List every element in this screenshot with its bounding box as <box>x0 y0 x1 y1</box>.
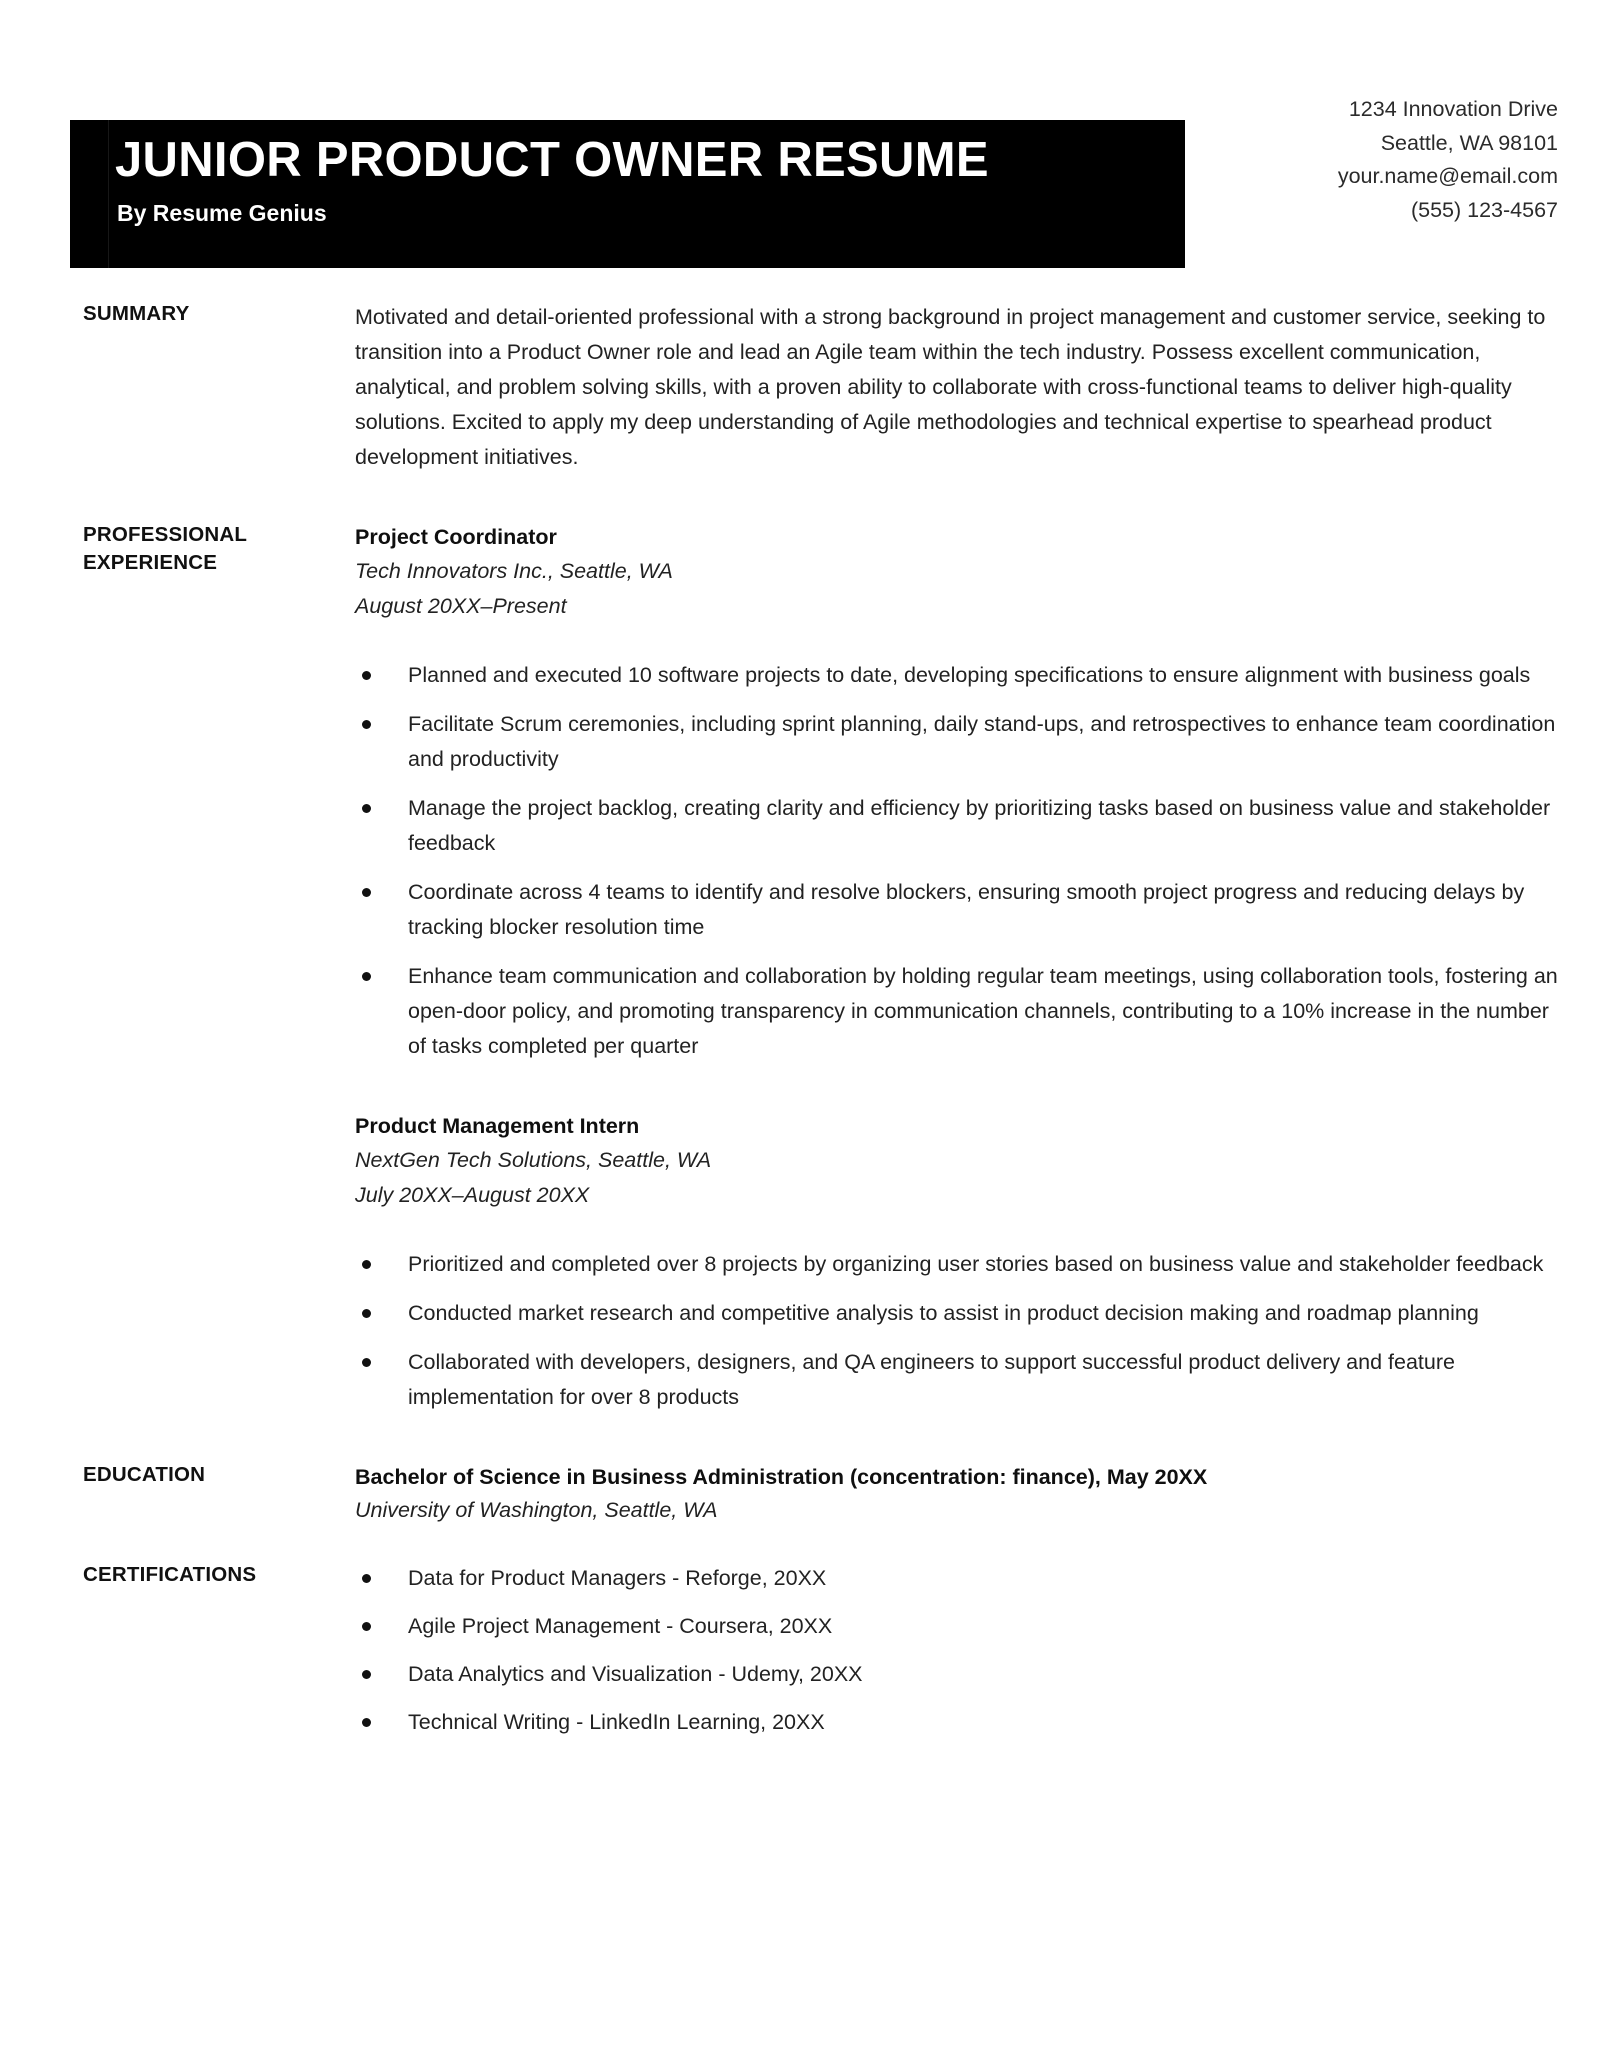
resume-body <box>0 300 1600 1753</box>
bullet-text: Conducted market research and competitive analysis to assist in product decision making and roadmap planning <box>408 1301 1479 1325</box>
list-item <box>355 959 1558 1064</box>
contact-address: 1234 Innovation Drive <box>1348 97 1558 121</box>
job-title: Project Coordinator <box>355 525 557 549</box>
bullet-text: Planned and executed 10 software projects to date, developing specifications to ensure alignment with business goals <box>408 663 1531 687</box>
certification-text: Data Analytics and Visualization - Udemy, 20XX <box>408 1662 863 1686</box>
section-certifications <box>0 1561 1600 1740</box>
list-item <box>355 1561 1558 1596</box>
bullet-dot-icon <box>362 720 371 729</box>
list-item <box>355 791 1558 861</box>
job-title: Product Management Intern <box>355 1114 640 1138</box>
bullet-text: Collaborated with developers, designers, and QA engineers to support successful product delivery and feature implementation for over 8 products <box>408 1350 1455 1409</box>
bullet-text: Coordinate across 4 teams to identify and resolve blockers, ensuring smooth project progress and reducing delays by tracking blocker resolution time <box>408 880 1525 939</box>
section-summary <box>0 300 1600 475</box>
section-label-summary: SUMMARY <box>83 302 190 325</box>
certifications-body <box>355 1561 1558 1740</box>
list-item <box>355 875 1558 945</box>
spacer <box>0 1415 1600 1461</box>
bullet-text: Enhance team communication and collaboration by holding regular team meetings, using collaboration tools, fostering an open-door policy, and promoting transparency in communication channels, contributing to a 10% increase in the number of tasks completed per quarter <box>408 964 1558 1058</box>
job-bullet-list <box>355 1247 1558 1415</box>
title-banner <box>70 120 1185 268</box>
contact-info <box>1338 93 1558 227</box>
spacer <box>0 475 1600 521</box>
list-item <box>355 1345 1558 1415</box>
bullet-dot-icon <box>362 1260 371 1269</box>
list-item <box>355 707 1558 777</box>
section-label-line-2: EXPERIENCE <box>83 551 218 574</box>
section-label-certifications: CERTIFICATIONS <box>83 1563 257 1586</box>
contact-city-state-zip: Seattle, WA 98101 <box>1380 130 1558 155</box>
bullet-dot-icon <box>362 1358 371 1367</box>
education-body <box>355 1461 1558 1527</box>
bullet-dot-icon <box>362 804 371 813</box>
list-item <box>355 1296 1558 1331</box>
spacer <box>0 1527 1600 1561</box>
bullet-dot-icon <box>362 888 371 897</box>
section-label-professional-experience <box>83 521 333 577</box>
list-item <box>355 1247 1558 1282</box>
job-company: NextGen Tech Solutions, Seattle, WA <box>355 1148 712 1172</box>
bullet-dot-icon <box>362 1670 371 1679</box>
resume-header <box>0 97 1600 268</box>
bullet-dot-icon <box>362 671 371 680</box>
page-subtitle: By Resume Genius <box>117 200 327 226</box>
bullet-text: Manage the project backlog, creating clarity and efficiency by prioritizing tasks based on business value and stakeholder feedback <box>408 796 1551 855</box>
education-degree: Bachelor of Science in Business Administration (concentration: finance), May 20XX <box>355 1465 1208 1489</box>
section-label-line-1: PROFESSIONAL <box>83 523 248 546</box>
contact-phone[interactable]: (555) 123-4567 <box>1410 197 1558 222</box>
job-dates: August 20XX–Present <box>355 594 567 618</box>
page-title: JUNIOR PRODUCT OWNER RESUME <box>115 133 989 187</box>
list-item <box>355 1609 1558 1644</box>
spacer <box>355 624 1558 658</box>
bullet-text: Facilitate Scrum ceremonies, including sprint planning, daily stand-ups, and retrospectives to enhance team coordination and productivity <box>408 712 1556 771</box>
summary-paragraph: Motivated and detail-oriented professional with a strong background in project management and customer service, seeking to transition into a Product Owner role and lead an Agile team within the tech industry. Possess excellent communication, analytical, and problem solving skills, with a proven ability to collaborate with cross-functional teams to deliver high-quality solutions. Excited to apply my deep understanding of Agile methodologies and technical expertise to spearhead product development initiatives. <box>355 305 1546 469</box>
spacer <box>355 1213 1558 1247</box>
section-label-education: EDUCATION <box>83 1463 206 1486</box>
bullet-text: Prioritized and completed over 8 projects by organizing user stories based on business value and stakeholder feedback <box>408 1252 1544 1276</box>
list-item <box>355 1657 1558 1692</box>
certification-text: Technical Writing - LinkedIn Learning, 20XX <box>408 1710 825 1734</box>
education-school: University of Washington, Seattle, WA <box>355 1498 718 1522</box>
list-item <box>355 658 1558 693</box>
certification-list <box>355 1561 1558 1740</box>
banner-seam-divider <box>108 120 109 268</box>
bullet-dot-icon <box>362 1574 371 1583</box>
summary-body <box>355 300 1558 475</box>
section-professional-experience <box>0 521 1600 1415</box>
certification-text: Agile Project Management - Coursera, 20XX <box>408 1614 833 1638</box>
experience-body <box>355 521 1558 1415</box>
contact-email[interactable]: your.name@email.com <box>1337 164 1558 188</box>
job-company: Tech Innovators Inc., Seattle, WA <box>355 559 673 583</box>
section-education <box>0 1461 1600 1527</box>
bullet-dot-icon <box>362 1309 371 1318</box>
spacer <box>355 1064 1558 1110</box>
job-dates: July 20XX–August 20XX <box>355 1183 590 1207</box>
certification-text: Data for Product Managers - Reforge, 20XX <box>408 1566 827 1590</box>
list-item <box>355 1705 1558 1740</box>
bullet-dot-icon <box>362 972 371 981</box>
experience-entry <box>355 1110 1558 1415</box>
job-bullet-list <box>355 658 1558 1064</box>
bullet-dot-icon <box>362 1622 371 1631</box>
experience-entry <box>355 521 1558 1064</box>
bullet-dot-icon <box>362 1718 371 1727</box>
